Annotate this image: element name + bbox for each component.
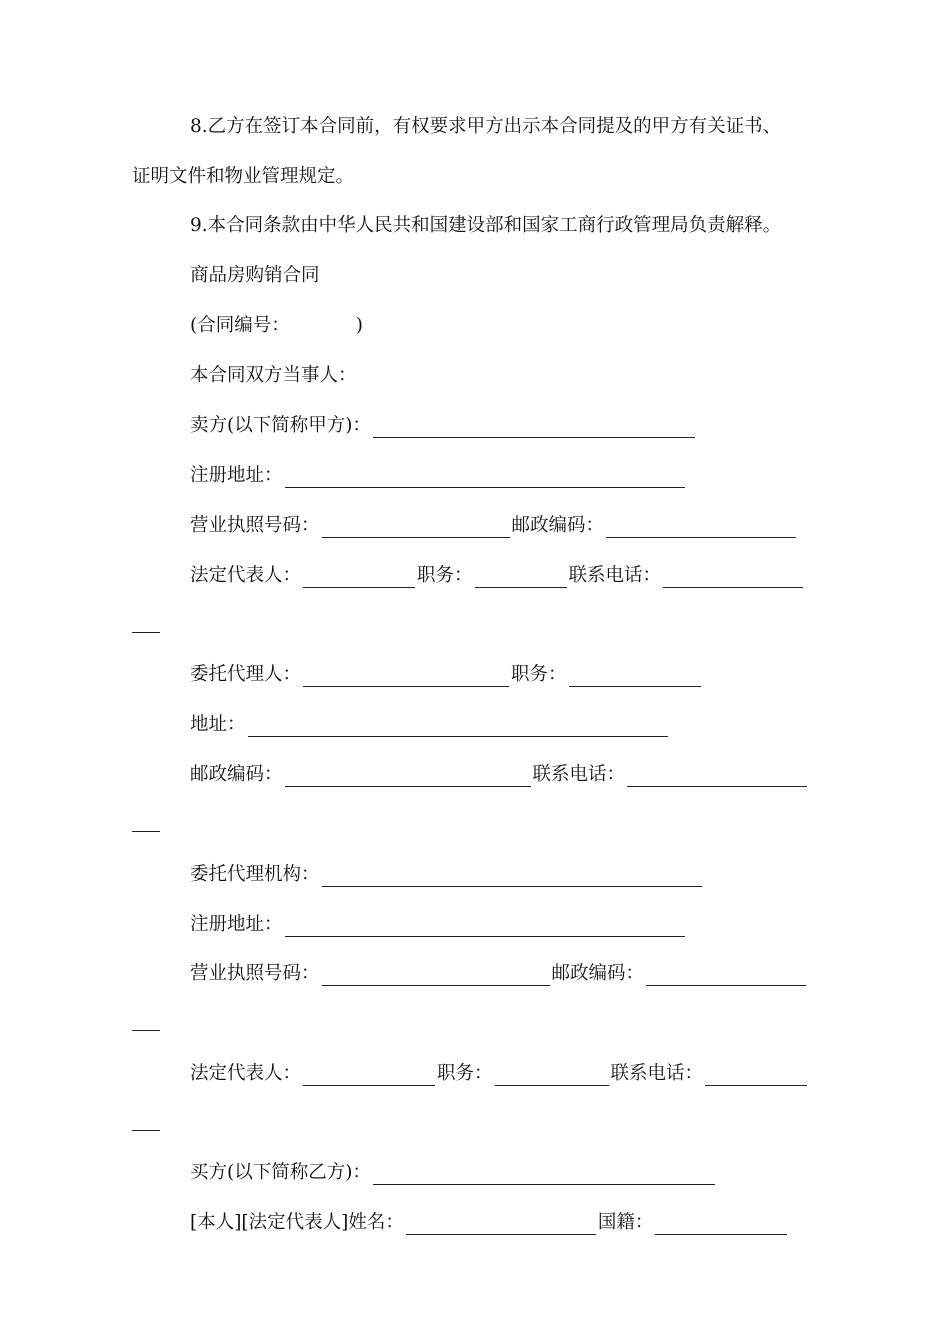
buyer-name-row — [190, 1211, 789, 1235]
agency-legal-rep-row — [190, 1062, 809, 1086]
clause-8-line-2 — [132, 165, 354, 189]
buyer-row — [190, 1161, 717, 1185]
clause-8-line-1 — [190, 115, 781, 139]
license-label: 营业执照号码： — [190, 515, 320, 536]
agency-position-label: 职务： — [437, 1063, 493, 1084]
contract-title — [190, 264, 320, 288]
license-field[interactable] — [322, 519, 510, 538]
phone-label: 联系电话： — [568, 565, 662, 586]
agent-phone-label: 联系电话： — [532, 764, 626, 785]
agent-field[interactable] — [303, 668, 509, 687]
contract-number-close: ) — [355, 315, 363, 336]
nationality-field[interactable] — [655, 1216, 787, 1235]
seller-field[interactable] — [373, 419, 695, 438]
agent-phone-field[interactable] — [627, 768, 807, 787]
agency-license-label: 营业执照号码： — [190, 963, 320, 984]
agency-license-row — [190, 962, 808, 986]
agent-position-label: 职务： — [511, 664, 567, 685]
parties-heading — [190, 364, 357, 388]
buyer-label: 买方(以下简称乙方)： — [190, 1162, 371, 1183]
seller-label: 卖方(以下简称甲方)： — [190, 415, 371, 436]
buyer-field[interactable] — [373, 1166, 715, 1185]
contract-number — [190, 314, 363, 338]
agency-postcode-label: 邮政编码： — [551, 963, 645, 984]
agent-phone-overflow — [132, 830, 160, 832]
parties-label: 本合同双方当事人： — [190, 365, 357, 386]
agency-legal-rep-label: 法定代表人： — [190, 1063, 302, 1084]
position-label: 职务： — [417, 565, 473, 586]
seller-row — [190, 414, 697, 438]
nationality-label: 国籍： — [597, 1212, 654, 1233]
reg-address-label: 注册地址： — [190, 465, 283, 486]
postcode-field[interactable] — [606, 519, 796, 538]
agency-address-label: 注册地址： — [190, 914, 283, 935]
clause-8-text: 8.乙方在签订本合同前，有权要求甲方出示本合同提及的甲方有关证书、 — [190, 116, 782, 137]
agency-row — [190, 863, 704, 887]
address-field[interactable] — [248, 718, 668, 737]
agency-field[interactable] — [322, 868, 702, 887]
agent-postcode-label: 邮政编码： — [190, 764, 283, 785]
agent-position-field[interactable] — [569, 668, 701, 687]
agency-legal-rep-field[interactable] — [303, 1067, 435, 1086]
contract-title-text: 商品房购销合同 — [190, 265, 320, 286]
clause-9-text: 9.本合同条款由中华人民共和国建设部和国家工商行政管理局负责解释。 — [190, 215, 782, 236]
agency-postcode-overflow — [132, 1029, 160, 1031]
postcode-label: 邮政编码： — [511, 515, 605, 536]
agent-postcode-field[interactable] — [285, 768, 531, 787]
buyer-name-label: [本人][法定代表人]姓名： — [190, 1212, 404, 1233]
agency-address-row — [190, 913, 687, 937]
agent-postcode-row — [190, 763, 809, 787]
agency-postcode-field[interactable] — [646, 967, 806, 986]
agent-address-row — [190, 713, 670, 737]
seller-address-row — [190, 464, 687, 488]
agency-license-field[interactable] — [322, 967, 550, 986]
address-label: 地址： — [190, 714, 246, 735]
legal-rep-label: 法定代表人： — [190, 565, 302, 586]
agency-position-field[interactable] — [495, 1067, 609, 1086]
seller-legal-rep-row — [190, 564, 805, 588]
agency-label: 委托代理机构： — [190, 864, 320, 885]
legal-rep-field[interactable] — [303, 569, 415, 588]
clause-8-text-cont: 证明文件和物业管理规定。 — [132, 166, 355, 187]
buyer-name-field[interactable] — [406, 1216, 596, 1235]
agency-address-field[interactable] — [285, 918, 685, 937]
contract-number-label: (合同编号： — [190, 315, 290, 336]
reg-address-field[interactable] — [285, 469, 685, 488]
agent-label: 委托代理人： — [190, 664, 302, 685]
agency-phone-field[interactable] — [705, 1067, 807, 1086]
phone-field-overflow — [132, 631, 160, 633]
agency-phone-label: 联系电话： — [610, 1063, 704, 1084]
phone-field[interactable] — [663, 569, 803, 588]
position-field[interactable] — [475, 569, 567, 588]
clause-9 — [190, 214, 781, 238]
agency-phone-overflow — [132, 1129, 160, 1131]
agent-row — [190, 663, 703, 687]
seller-license-row — [190, 514, 798, 538]
